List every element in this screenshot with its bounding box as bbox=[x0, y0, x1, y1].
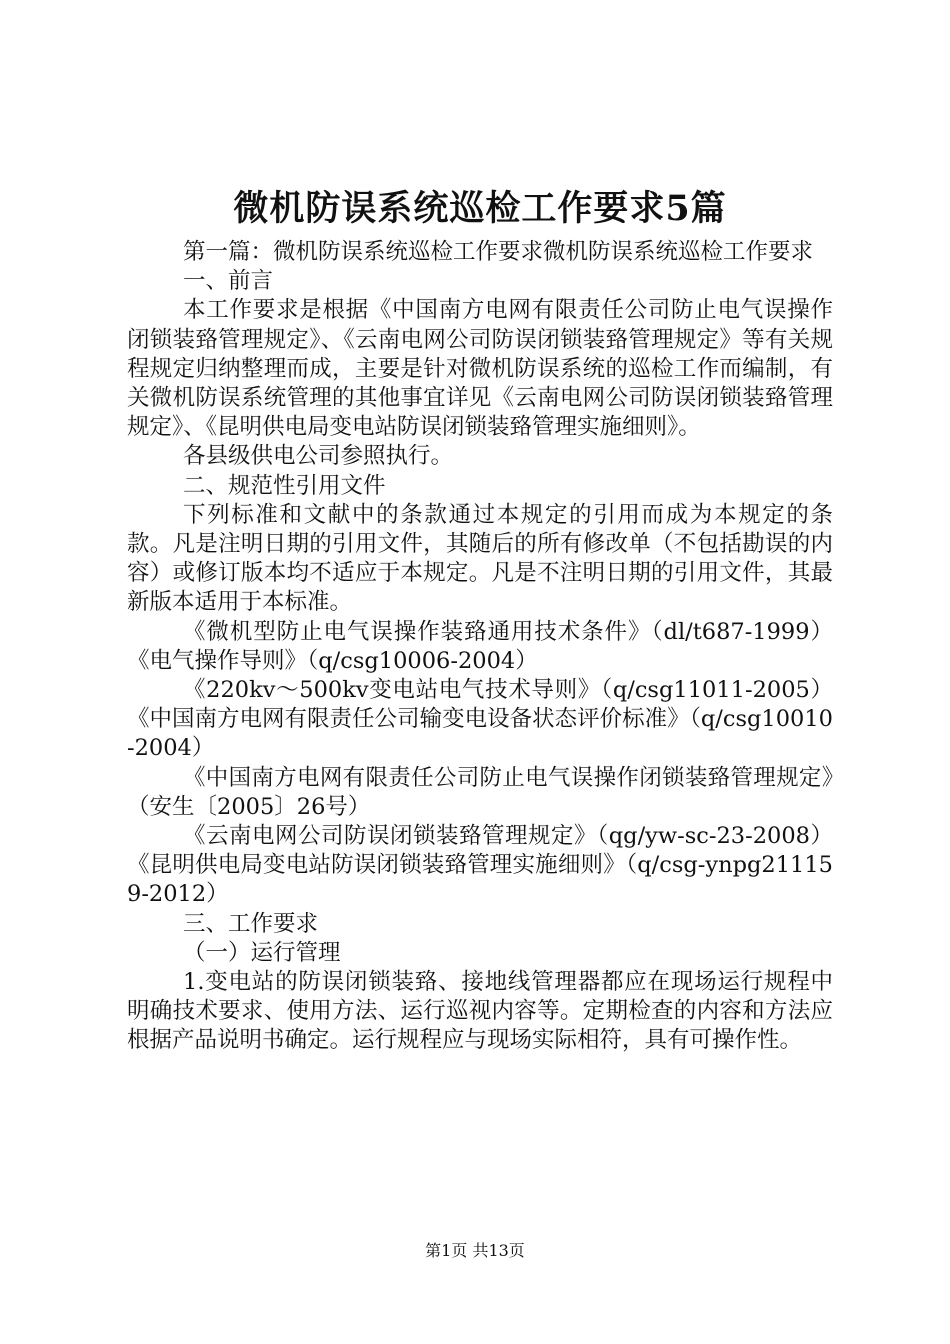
reference-item: 《220kv～500kv变电站电气技术导则》（q/csg11011-2005）《中国南方电网有限责任公司输变电设备状态评价标准》（q/csg10010-2004） bbox=[127, 677, 833, 762]
page-footer: 第1页 共13页 bbox=[425, 1241, 525, 1260]
section-heading: 二、规范性引用文件 bbox=[183, 472, 386, 499]
document-body bbox=[127, 238, 833, 1056]
paragraph: 下列标准和文献中的条款通过本规定的引用而成为本规定的条款。凡是注明日期的引用文件，其随后的所有修改单（不包括勘误的内容）或修订版本均不适应于本规定。凡是不注明日期的引用文件，其最新版本适用于本标准。 bbox=[127, 501, 833, 616]
paragraph: 1.变电站的防误闭锁装臵、接地线管理器都应在现场运行规程中明确技术要求、使用方法、运行巡视内容等。定期检查的内容和方法应根据产品说明书确定。运行规程应与现场实际相符，具有可操作性。 bbox=[127, 969, 833, 1054]
document-title: 微机防误系统巡检工作要求5篇 bbox=[233, 188, 727, 229]
document-page bbox=[127, 184, 833, 1056]
paragraph: 第一篇：微机防误系统巡检工作要求微机防误系统巡检工作要求 bbox=[183, 239, 814, 265]
section-heading: 一、前言 bbox=[183, 268, 274, 295]
reference-item: 《微机型防止电气误操作装臵通用技术条件》（dl/t687-1999）《电气操作导则》（q/csg10006-2004） bbox=[127, 618, 833, 674]
reference-item: 《中国南方电网有限责任公司防止电气误操作闭锁装臵管理规定》（安生〔2005〕26号） bbox=[127, 764, 833, 820]
paragraph: 本工作要求是根据《中国南方电网有限责任公司防止电气误操作闭锁装臵管理规定》、《云南电网公司防误闭锁装臵管理规定》等有关规程规定归纳整理而成，主要是针对微机防误系统的巡检工作而编制，有关微机防误系统管理的其他事宜详见《云南电网公司防误闭锁装臵管理规定》、《昆明供电局变电站防误闭锁装臵管理实施细则》。 bbox=[127, 297, 833, 441]
paragraph: 各县级供电公司参照执行。 bbox=[183, 443, 454, 470]
reference-item: 《云南电网公司防误闭锁装臵管理规定》（qg/yw-sc-23-2008）《昆明供电局变电站防误闭锁装臵管理实施细则》（q/csg-ynpg211159-2012） bbox=[127, 823, 833, 908]
section-heading: 三、工作要求 bbox=[183, 910, 319, 937]
subsection-heading: （一）运行管理 bbox=[183, 939, 341, 966]
